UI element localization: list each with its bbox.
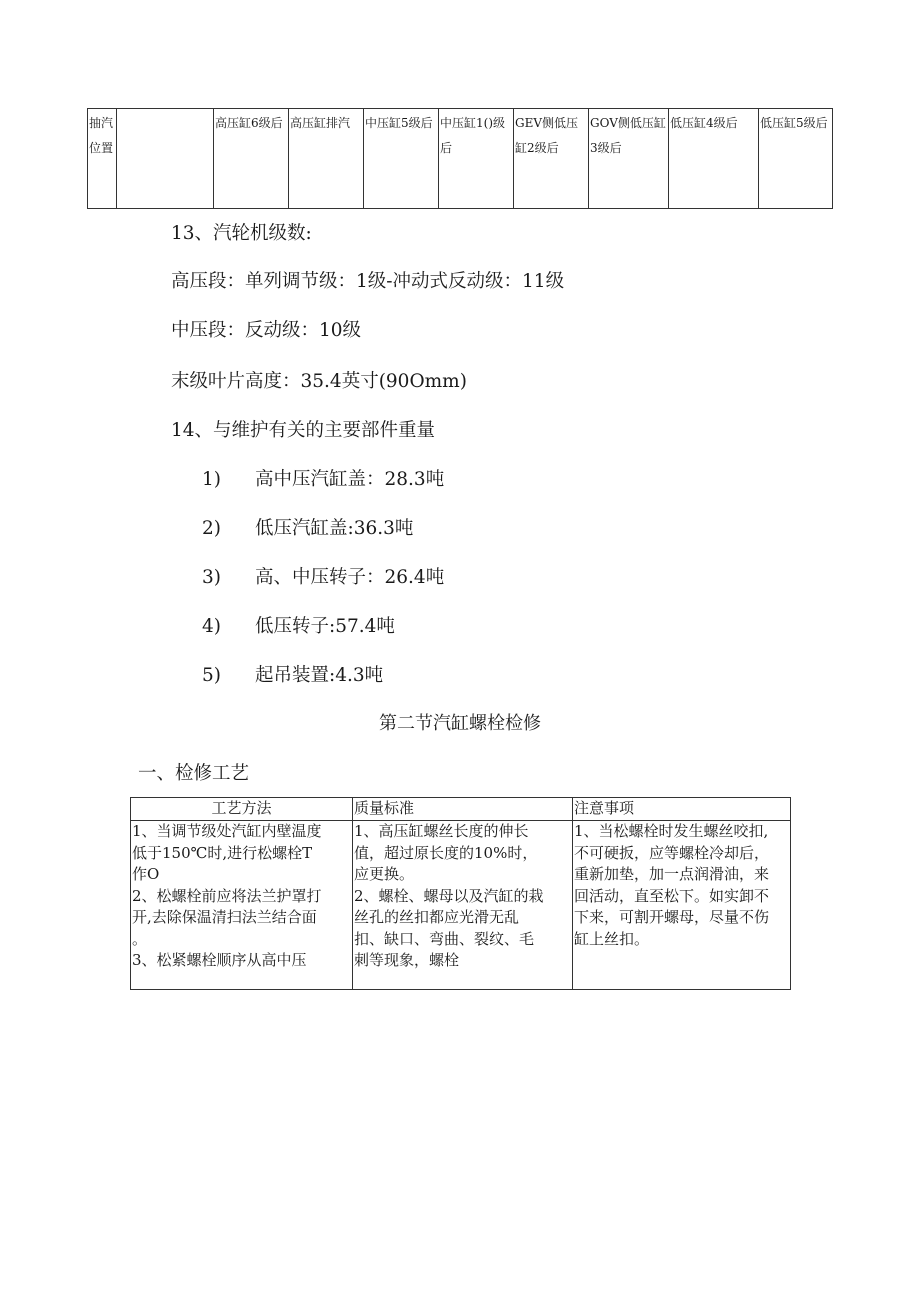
cell-text-line: 不可硬扳，应等螺栓冷却后，	[574, 843, 770, 862]
list-item: 高中压汽缸盖：28.3吨	[255, 469, 445, 490]
table-header-row	[131, 798, 791, 821]
subsection-heading: 一、检修工艺	[138, 763, 250, 784]
table-cell: 高压缸6级后	[214, 109, 289, 209]
section13-title: 13、汽轮机级数:	[171, 223, 312, 244]
process-table	[130, 797, 791, 990]
cell-text-line: 刺等现象，螺栓	[354, 951, 460, 969]
cell-text-line: 回活动，直至松下。如实卸不	[574, 886, 770, 905]
list-item: 起吊装置:4.3吨	[255, 665, 384, 686]
table-row	[131, 821, 791, 990]
cell-text-line: 1、高压缸螺丝长度的伸长	[354, 822, 529, 840]
table-cell: GOV侧低压缸3级后	[589, 109, 669, 209]
standard-cell	[353, 821, 573, 990]
list-item-number: 2)	[202, 518, 221, 539]
section-heading: 第二节汽缸螺栓检修	[379, 713, 541, 734]
list-item-number: 3)	[202, 567, 221, 588]
table-cell: 低压缸4级后	[669, 109, 759, 209]
table-cell: GEV侧低压缸2级后	[514, 109, 589, 209]
cell-text-line: 重新加垫，加一点润滑油，来	[574, 865, 770, 883]
column-header: 工艺方法	[131, 798, 353, 821]
cell-text-line: 2、松螺栓前应将法兰护罩打	[132, 886, 322, 905]
section14-title: 14、与维护有关的主要部件重量	[171, 420, 436, 441]
table-cell: 高压缸排汽	[289, 109, 364, 209]
list-item: 低压汽缸盖:36.3吨	[255, 518, 414, 539]
cell-text-line: 扣、缺口、弯曲、裂纹、毛	[354, 929, 535, 948]
cell-text-line: 低于150℃时,进行松螺栓T	[132, 843, 313, 862]
list-item-number: 1)	[202, 469, 221, 490]
cell-text-line: 。	[132, 929, 148, 948]
table-row	[88, 109, 833, 209]
cell-text-line: 应更换。	[354, 865, 415, 883]
hp-stage-line: 高压段：单列调节级：1级-冲动式反动级：11级	[171, 271, 565, 292]
table-cell: 中压缸1()级后	[439, 109, 514, 209]
cell-text-line: 作O	[132, 865, 160, 883]
cell-text-line: 值，超过原长度的10%时，	[354, 843, 538, 862]
table-cell: 低压缸5级后	[759, 109, 833, 209]
cell-text-line: 2、螺栓、螺母以及汽缸的栽	[354, 886, 544, 905]
column-header: 质量标准	[353, 798, 573, 821]
table-cell: 抽汽位置	[88, 109, 117, 209]
last-blade-line: 末级叶片高度：35.4英寸(90Omm)	[171, 371, 467, 392]
cell-text-line: 缸上丝扣。	[574, 929, 650, 948]
method-cell	[131, 821, 353, 990]
table-cell: 中压缸5级后	[364, 109, 439, 209]
ip-stage-line: 中压段：反动级：10级	[171, 320, 362, 341]
cell-text-line: 下来，可割开螺母，尽量不伤	[574, 908, 770, 926]
list-item-number: 5)	[202, 665, 221, 686]
table-cell	[117, 109, 214, 209]
list-item-number: 4)	[202, 616, 221, 637]
cell-text-line: 1、当松螺栓时发生螺丝咬扣,	[574, 822, 769, 840]
list-item: 高、中压转子：26.4吨	[255, 567, 445, 588]
cell-text-line: 开,去除保温清扫法兰结合面	[132, 908, 317, 926]
column-header: 注意事项	[573, 798, 791, 821]
extraction-table	[87, 108, 833, 209]
notes-cell	[573, 821, 791, 990]
cell-text-line: 3、松紧螺栓顺序从高中压	[132, 951, 307, 969]
cell-text-line: 丝孔的丝扣都应光滑无乱	[354, 908, 520, 926]
cell-text-line: 1、当调节级处汽缸内壁温度	[132, 822, 322, 840]
list-item: 低压转子:57.4吨	[255, 616, 395, 637]
